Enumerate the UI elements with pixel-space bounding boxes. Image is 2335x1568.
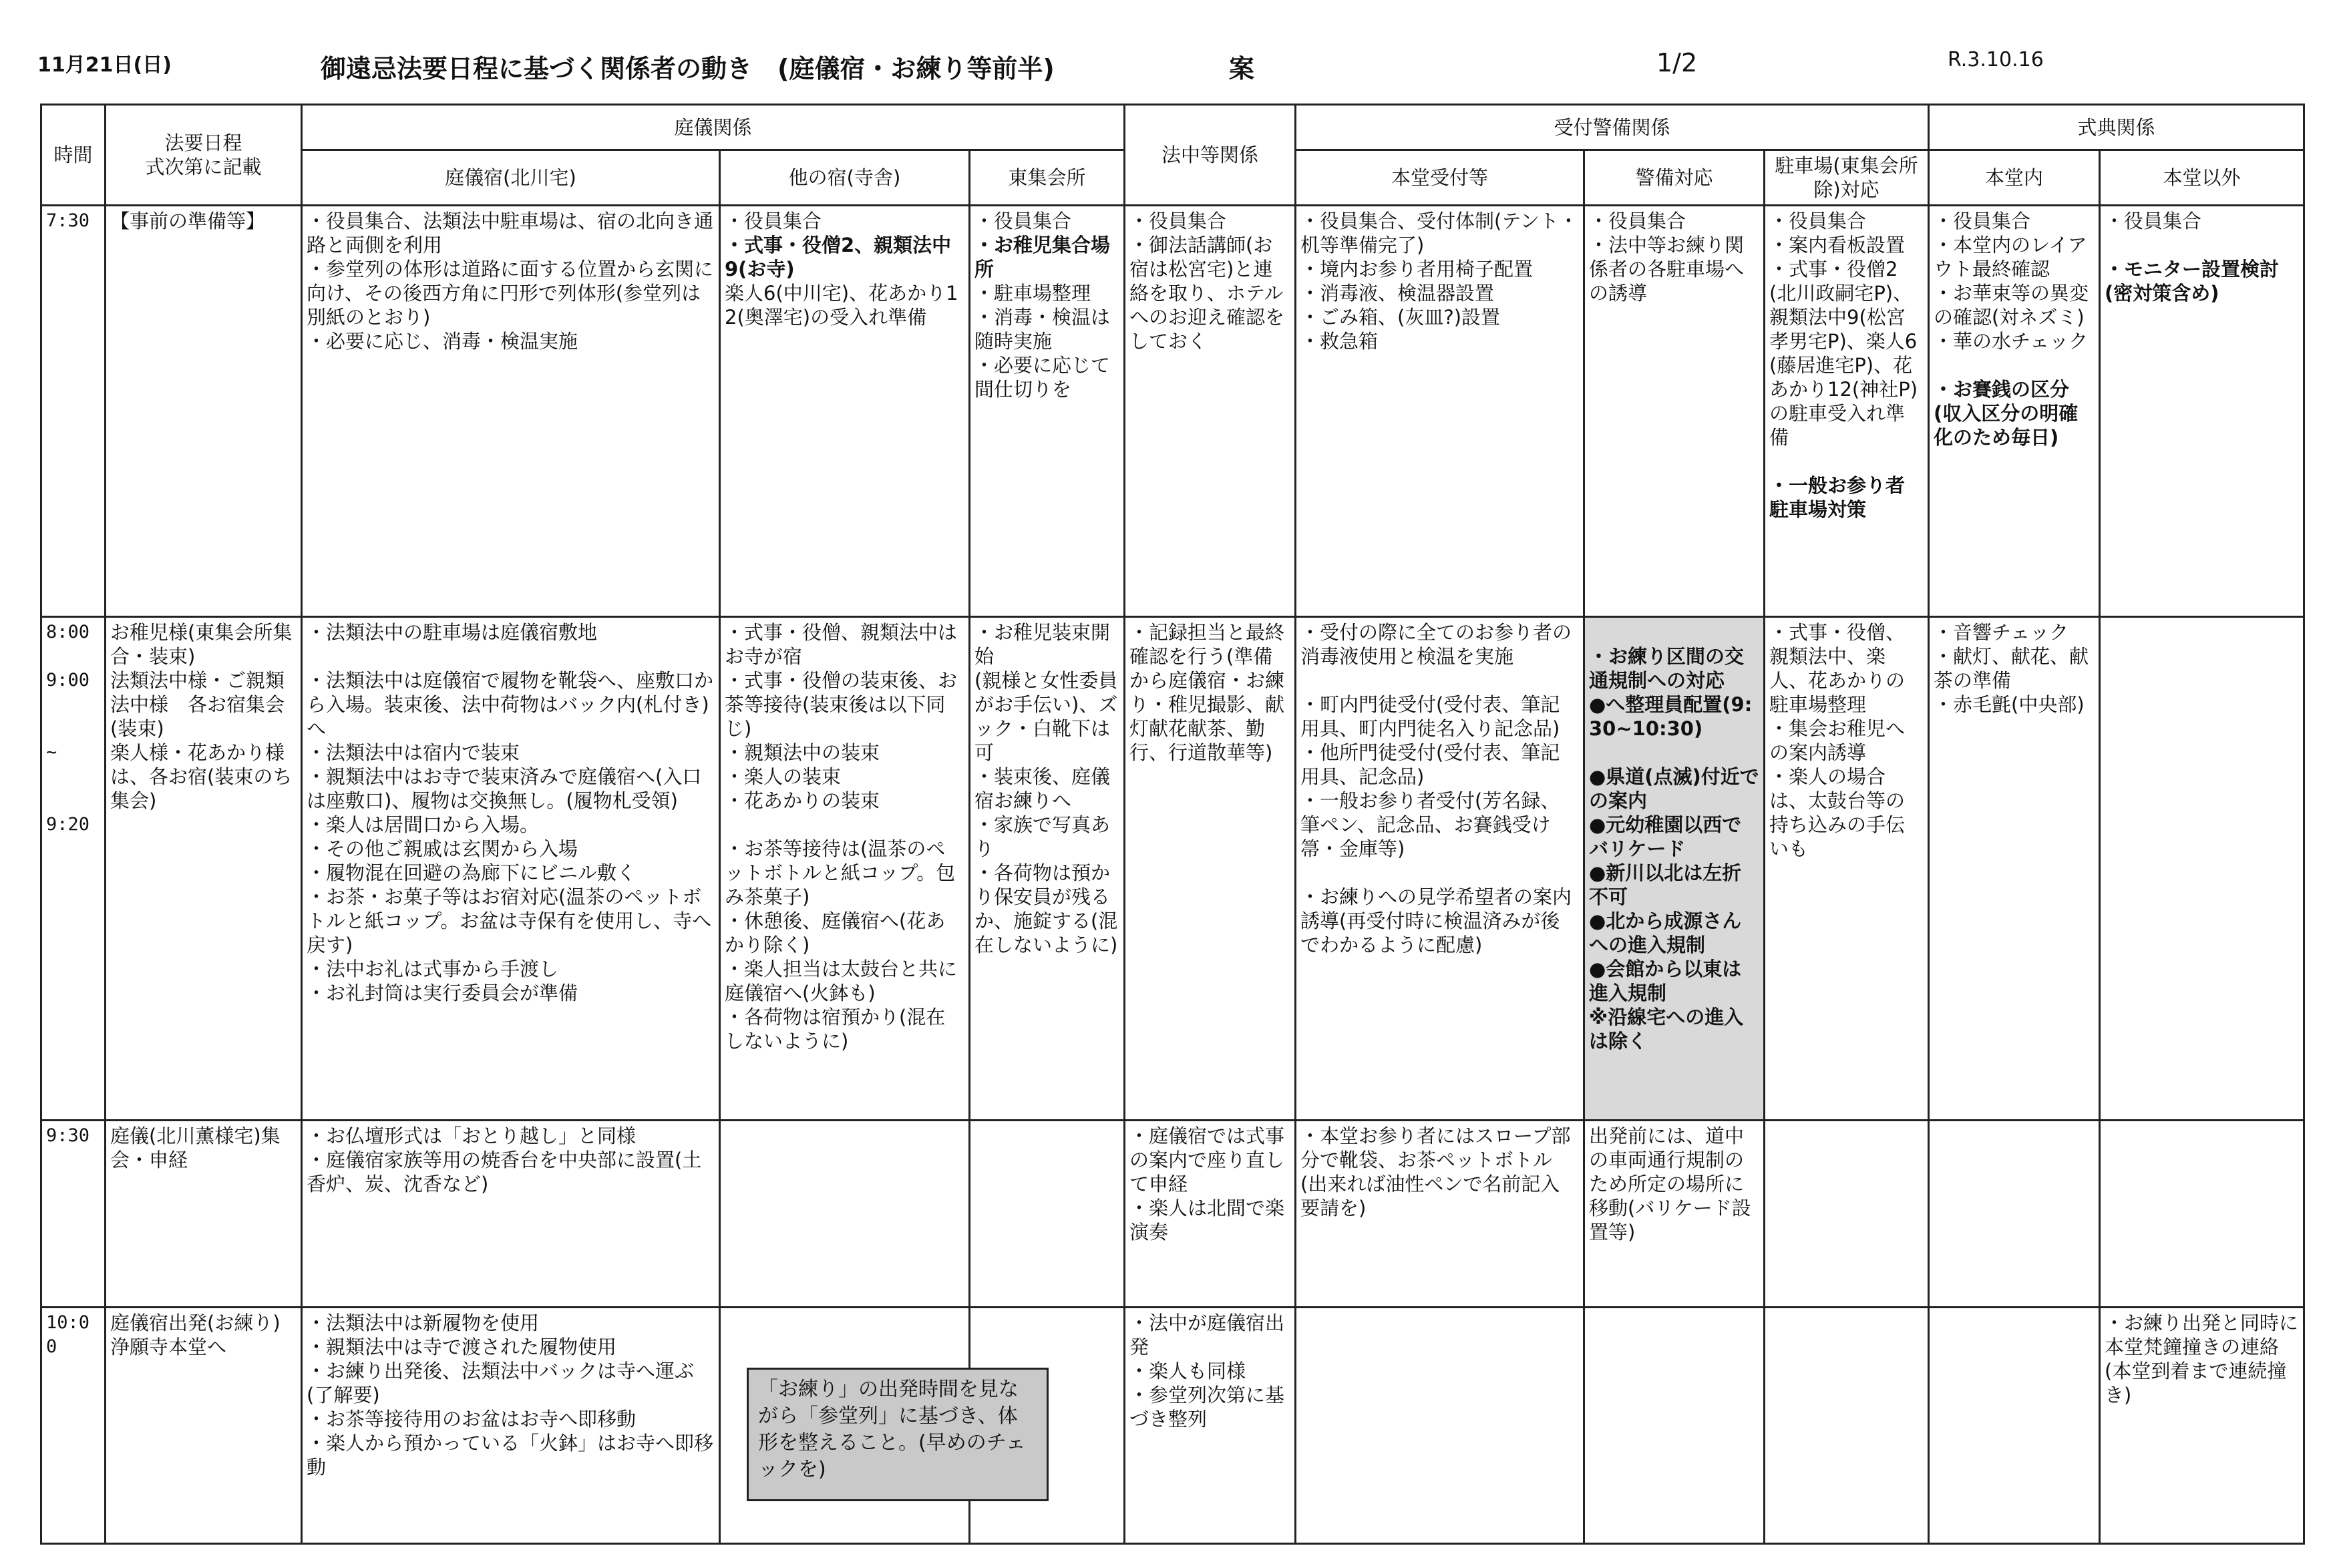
cell-time <box>41 1121 106 1308</box>
header-hocchu: 法中等関係 <box>1125 105 1296 206</box>
cell-text: 庭儀宿出発(お練り)浄願寺本堂へ <box>110 1312 281 1358</box>
cell-hondo-uketsuke <box>1296 206 1584 617</box>
revision-date: R.3.10.16 <box>1948 48 2044 71</box>
cell-text: ・ごみ箱、(灰皿?)設置 <box>1300 306 1501 329</box>
cell-text: ●会館から以東は進入規制 <box>1589 958 1742 1004</box>
draft-mark: 案 <box>1229 54 1255 83</box>
cell-text: 9:30 <box>46 1125 90 1146</box>
cell-text: ・参堂列の体形は道路に面する位置から玄関に向け、その後西方角に円形で列体形(参堂列は別紙のとおり) <box>307 258 714 329</box>
document-title: 御遠忌法要日程に基づく関係者の動き (庭儀宿・お練り等前半) <box>321 54 1055 83</box>
cell-hondo-igai <box>2100 1308 2304 1544</box>
cell-text: ・式事・役僧の装束後、お茶等接待(装束後は以下同じ) <box>725 669 958 740</box>
header-program: 法要日程 式次第に記載 <box>106 105 302 206</box>
header-teigi-yado: 庭儀宿(北川宅) <box>302 150 720 206</box>
cell-text: お稚児様(東集会所集合・装束) <box>110 621 293 668</box>
cell-hondo-uketsuke <box>1296 1308 1584 1544</box>
cell-text: ・本堂内のレイアウト最終確認 <box>1934 234 2087 280</box>
cell-text: ・お礼封筒は実行委員会が準備 <box>307 982 578 1004</box>
cell-text: ●へ整理員配置(9:30~10:30) <box>1589 693 1753 740</box>
cell-teigi-yado <box>302 206 720 617</box>
cell-text: ・救急箱 <box>1300 330 1379 353</box>
cell-text <box>1589 620 1759 644</box>
cell-higashi <box>970 206 1125 617</box>
cell-hondo-uketsuke <box>1296 1121 1584 1308</box>
cell-text: 楽人6(中川宅)、花あかり12(奥澤宅)の受入れ準備 <box>725 282 958 329</box>
cell-text: ●北から成源さんへの進入規制 <box>1589 910 1742 956</box>
header-hondo-nai: 本堂内 <box>1929 150 2100 206</box>
cell-program <box>106 1308 302 1544</box>
cell-text: ・法中が庭儀宿出発 <box>1129 1312 1285 1358</box>
cell-text: ・楽人は北間で楽演奏 <box>1129 1197 1285 1243</box>
cell-text: ・式事・役僧、親類法中、楽人、花あかりの駐車場整理 <box>1769 621 1906 716</box>
cell-text <box>46 789 100 813</box>
cell-text: 【事前の準備等】 <box>110 210 266 232</box>
cell-text: ・受付の際に全てのお参り者の消毒液使用と検温を実施 <box>1300 621 1572 668</box>
cell-text <box>1300 668 1579 693</box>
cell-text: ・休憩後、庭儀宿へ(花あかり除く) <box>725 910 946 956</box>
cell-text: ・役員集合 <box>1589 210 1686 232</box>
header-uketsuke-group: 受付警備関係 <box>1296 105 1929 150</box>
cell-text: ・楽人から預かっている「火鉢」はお寺へ即移動 <box>307 1432 714 1479</box>
cell-text: 楽人様・花あかり様は、各お宿(装束のち集会) <box>110 741 293 812</box>
cell-text: 庭儀(北川薫様宅)集会・申経 <box>110 1125 281 1171</box>
cell-text <box>46 765 100 789</box>
header-hondo-uketsuke: 本堂受付等 <box>1296 150 1584 206</box>
cell-text: ・親類法中の装束 <box>725 741 880 764</box>
cell-text: ・その他ご親戚は玄関から入場 <box>307 837 578 860</box>
cell-text <box>307 644 715 668</box>
cell-text <box>1589 741 1759 765</box>
cell-program <box>106 1121 302 1308</box>
cell-text: ・モニター設置検討(密対策含め) <box>2105 258 2280 305</box>
cell-text: ・親類法中は寺で渡された履物使用 <box>307 1336 617 1358</box>
cell-hocchu <box>1125 617 1296 1121</box>
cell-text: ・家族で写真あり <box>974 813 1111 860</box>
cell-text: ・御法話講師(お宿は松宮宅)と連絡を取り、ホテルへのお迎え確認をしておく <box>1129 234 1285 353</box>
cell-text <box>1769 449 1924 473</box>
cell-text: ・消毒・検温は随時実施 <box>974 306 1111 353</box>
cell-text: ・履物混在回避の為廊下にビニル敷く <box>307 861 637 884</box>
cell-text: ・お練り区間の交通規制への対応 <box>1589 645 1745 692</box>
cell-text: ・必要に応じて間仕切りを <box>974 354 1111 401</box>
cell-hocchu <box>1125 206 1296 617</box>
cell-text <box>46 717 100 741</box>
cell-text: ・本堂お参り者にはスロープ部分で靴袋、お茶ペットボトル(出来れば油性ペンで名前記入要請を) <box>1300 1125 1571 1219</box>
cell-teigi-yado <box>302 617 720 1121</box>
cell-time <box>41 617 106 1121</box>
cell-text: ・法中お礼は式事から手渡し <box>307 958 559 980</box>
cell-text: ・参堂列次第に基づき整列 <box>1129 1384 1285 1430</box>
cell-hondo-nai <box>1929 1121 2100 1308</box>
cell-text: ・法類法中の駐車場は庭儀宿敷地 <box>307 621 598 644</box>
cell-keibi <box>1584 1308 1765 1544</box>
cell-text: ~ <box>46 742 57 763</box>
cell-text: ・各荷物は宿預かり(混在しないように) <box>725 1006 946 1052</box>
cell-keibi <box>1584 1121 1765 1308</box>
cell-text: ・庭儀宿家族等用の焼香台を中央部に設置(土香炉、炭、沈香など) <box>307 1149 702 1195</box>
header-other-yado: 他の宿(寺舎) <box>720 150 970 206</box>
cell-text: ・楽人も同様 <box>1129 1360 1246 1382</box>
cell-text: ・お稚児集合場所 <box>974 234 1111 280</box>
cell-text: ・お茶等接待用のお盆はお寺へ即移動 <box>307 1408 637 1430</box>
page-number: 1/2 <box>1656 48 1698 77</box>
cell-text <box>2105 233 2299 257</box>
cell-text: ●元幼稚園以西でバリケード <box>1589 813 1742 860</box>
cell-text: ・庭儀宿では式事の案内で座り直して申経 <box>1129 1125 1285 1195</box>
cell-other-yado <box>720 206 970 617</box>
header-date: 11月21日(日) <box>37 53 172 77</box>
cell-text: ・役員集合 <box>2105 210 2202 232</box>
cell-text <box>46 693 100 717</box>
header-time: 時間 <box>41 105 106 206</box>
cell-hocchu <box>1125 1308 1296 1544</box>
cell-text: ・花あかりの装束 <box>725 789 880 812</box>
cell-text <box>1300 861 1579 885</box>
cell-text: ・楽人は居間口から入場。 <box>307 813 540 836</box>
cell-time <box>41 1308 106 1544</box>
cell-hondo-nai <box>1929 206 2100 617</box>
cell-text: ・お茶等接待は(温茶のペットボトルと紙コップ。包み茶菓子) <box>725 837 956 908</box>
cell-text: ・お練り出発後、法類法中バックは寺へ運ぶ(了解要) <box>307 1360 695 1406</box>
cell-text: ・お練りへの見学希望者の案内誘導(再受付時に検温済みが後でわかるように配慮) <box>1300 886 1572 956</box>
cell-text: ●新川以北は左折不可 <box>1589 861 1742 908</box>
cell-teigi-yado <box>302 1308 720 1544</box>
cell-text: 9:00 <box>46 670 90 691</box>
cell-other-yado <box>720 617 970 1121</box>
cell-text: ・役員集合 <box>1769 210 1867 232</box>
header-higashi: 東集会所 <box>970 150 1125 206</box>
cell-text: ●県道(点滅)付近での案内 <box>1589 765 1759 812</box>
cell-program <box>106 617 302 1121</box>
cell-hondo-uketsuke <box>1296 617 1584 1121</box>
cell-text: 法類法中様・ご親類法中様 各お宿集会(装束) <box>110 669 285 740</box>
cell-text: ・赤毛氈(中央部) <box>1934 693 2085 716</box>
cell-text: 7:30 <box>46 210 90 231</box>
cell-text: ・記録担当と最終確認を行う(準備から庭儀宿・お練り・稚児撮影、献灯献花献茶、勤行、行道散華等) <box>1129 621 1285 764</box>
cell-text: ・お稚児装束開始 <box>974 621 1111 668</box>
cell-text: 9:20 <box>46 814 90 835</box>
cell-text: ・役員集合、受付体制(テント・机等準備完了) <box>1300 210 1578 256</box>
table-row <box>41 617 2304 1121</box>
cell-text <box>1934 353 2095 377</box>
cell-text: ・町内門徒受付(受付表、筆記用具、町内門徒名入り記念品) <box>1300 693 1560 740</box>
cell-text <box>46 644 100 668</box>
table-row <box>41 1121 2304 1308</box>
cell-text: ・装束後、庭儀宿お練りへ <box>974 765 1111 812</box>
cell-text: ・役員集合 <box>1934 210 2031 232</box>
cell-text: ・役員集合 <box>974 210 1072 232</box>
cell-text: ・境内お参り者用椅子配置 <box>1300 258 1534 280</box>
header-hondo-igai: 本堂以外 <box>2100 150 2304 206</box>
cell-program <box>106 206 302 617</box>
cell-parking <box>1765 617 1929 1121</box>
cell-text: ・献灯、献花、献茶の準備 <box>1934 645 2089 692</box>
cell-text: ・消毒液、検温器設置 <box>1300 282 1495 305</box>
cell-text: ・一般お参り者駐車場対策 <box>1769 474 1906 521</box>
header-keibi: 警備対応 <box>1584 150 1765 206</box>
cell-text <box>725 813 964 837</box>
cell-text: ※沿線宅への進入は除く <box>1589 1006 1744 1052</box>
cell-text: ・お賽銭の区分(収入区分の明確化のため毎日) <box>1934 378 2079 449</box>
cell-parking <box>1765 206 1929 617</box>
cell-hondo-nai <box>1929 617 2100 1121</box>
cell-text: ・役員集合 <box>1129 210 1227 232</box>
cell-text: ・役員集合 <box>725 210 822 232</box>
header-shikiten-group: 式典関係 <box>1929 105 2304 150</box>
cell-hocchu <box>1125 1121 1296 1308</box>
cell-other-yado <box>720 1121 970 1308</box>
cell-hondo-igai <box>2100 1121 2304 1308</box>
cell-text: 10:00 <box>46 1312 90 1357</box>
cell-text: ・式事・役僧、親類法中はお寺が宿 <box>725 621 958 668</box>
cell-hondo-nai <box>1929 1308 2100 1544</box>
cell-text: ・駐車場整理 <box>974 282 1091 305</box>
cell-text: ・楽人担当は太鼓台と共に庭儀宿へ(火鉢も) <box>725 958 958 1004</box>
cell-text: ・親類法中はお寺で装束済みで庭儀宿へ(入口は座敷口)、履物は交換無し。(履物札受領) <box>307 765 702 812</box>
cell-hondo-igai <box>2100 617 2304 1121</box>
cell-text: ・華の水チェック <box>1934 330 2089 353</box>
cell-text: 出発前には、道中の車両通行規制のため所定の場所に移動(バリケード設置等) <box>1589 1125 1751 1243</box>
cell-text: ・お仏壇形式は「おとり越し」と同様 <box>307 1125 637 1147</box>
cell-higashi <box>970 617 1125 1121</box>
cell-text: ・音響チェック <box>1934 621 2069 644</box>
cell-text: ・楽人の装束 <box>725 765 842 788</box>
cell-text: 8:00 <box>46 622 90 642</box>
cell-text: ・他所門徒受付(受付表、筆記用具、記念品) <box>1300 741 1560 788</box>
cell-text: ・一般お参り者受付(芳名録、筆ペン、記念品、お賽銭受け箒・金庫等) <box>1300 789 1560 860</box>
cell-hondo-igai <box>2100 206 2304 617</box>
cell-keibi <box>1584 206 1765 617</box>
table-row <box>41 206 2304 617</box>
cell-text: ・案内看板設置 <box>1769 234 1906 256</box>
cell-text: ・法類法中は新履物を使用 <box>307 1312 540 1334</box>
cell-text: ・法中等お練り関係者の各駐車場への誘導 <box>1589 234 1745 305</box>
cell-parking <box>1765 1308 1929 1544</box>
cell-keibi <box>1584 617 1765 1121</box>
reminder-note: 「お練り」の出発時間を見ながら「参堂列」に基づき、体形を整えること。(早めのチェックを) <box>747 1368 1049 1501</box>
table-row <box>41 1308 2304 1544</box>
cell-text: ・各荷物は預かり保安員が残るか、施錠する(混在しないように) <box>974 861 1118 956</box>
cell-text: ・必要に応じ、消毒・検温実施 <box>307 330 578 353</box>
cell-time <box>41 206 106 617</box>
cell-teigi-yado <box>302 1121 720 1308</box>
header-parking: 駐車場(東集会所除)対応 <box>1765 150 1929 206</box>
cell-text: ・楽人の場合は、太鼓台等の持ち込みの手伝いも <box>1769 765 1906 860</box>
cell-text: ・式事・役僧2、親類法中9(お寺) <box>725 234 952 280</box>
cell-higashi <box>970 1121 1125 1308</box>
header-teigi-group: 庭儀関係 <box>302 105 1125 150</box>
cell-text: (親様と女性委員がお手伝い)、ズック・白靴下は可 <box>974 669 1118 764</box>
cell-text: ・お練り出発と同時に本堂梵鐘撞きの連絡(本堂到着まで連続撞き) <box>2105 1312 2299 1406</box>
cell-parking <box>1765 1121 1929 1308</box>
cell-text: ・法類法中は宿内で装束 <box>307 741 520 764</box>
cell-text: ・お華束等の異変の確認(対ネズミ) <box>1934 282 2089 329</box>
cell-text: ・式事・役僧2(北川政嗣宅P)、親類法中9(松宮孝男宅P)、楽人6(藤居進宅P)、花あかり12(神社P)の駐車受入れ準備 <box>1769 258 1918 449</box>
cell-text: ・役員集合、法類法中駐車場は、宿の北向き通路と両側を利用 <box>307 210 714 256</box>
schedule-table <box>40 104 2305 1545</box>
cell-text: ・集会お稚児への案内誘導 <box>1769 717 1906 764</box>
cell-text: ・法類法中は庭儀宿で履物を靴袋へ、座敷口から入場。装束後、法中荷物はバック内(札付き)へ <box>307 669 714 740</box>
cell-text: ・お茶・お菓子等はお宿対応(温茶のペットボトルと紙コップ。お盆は寺保有を使用し、寺へ戻す) <box>307 886 712 956</box>
